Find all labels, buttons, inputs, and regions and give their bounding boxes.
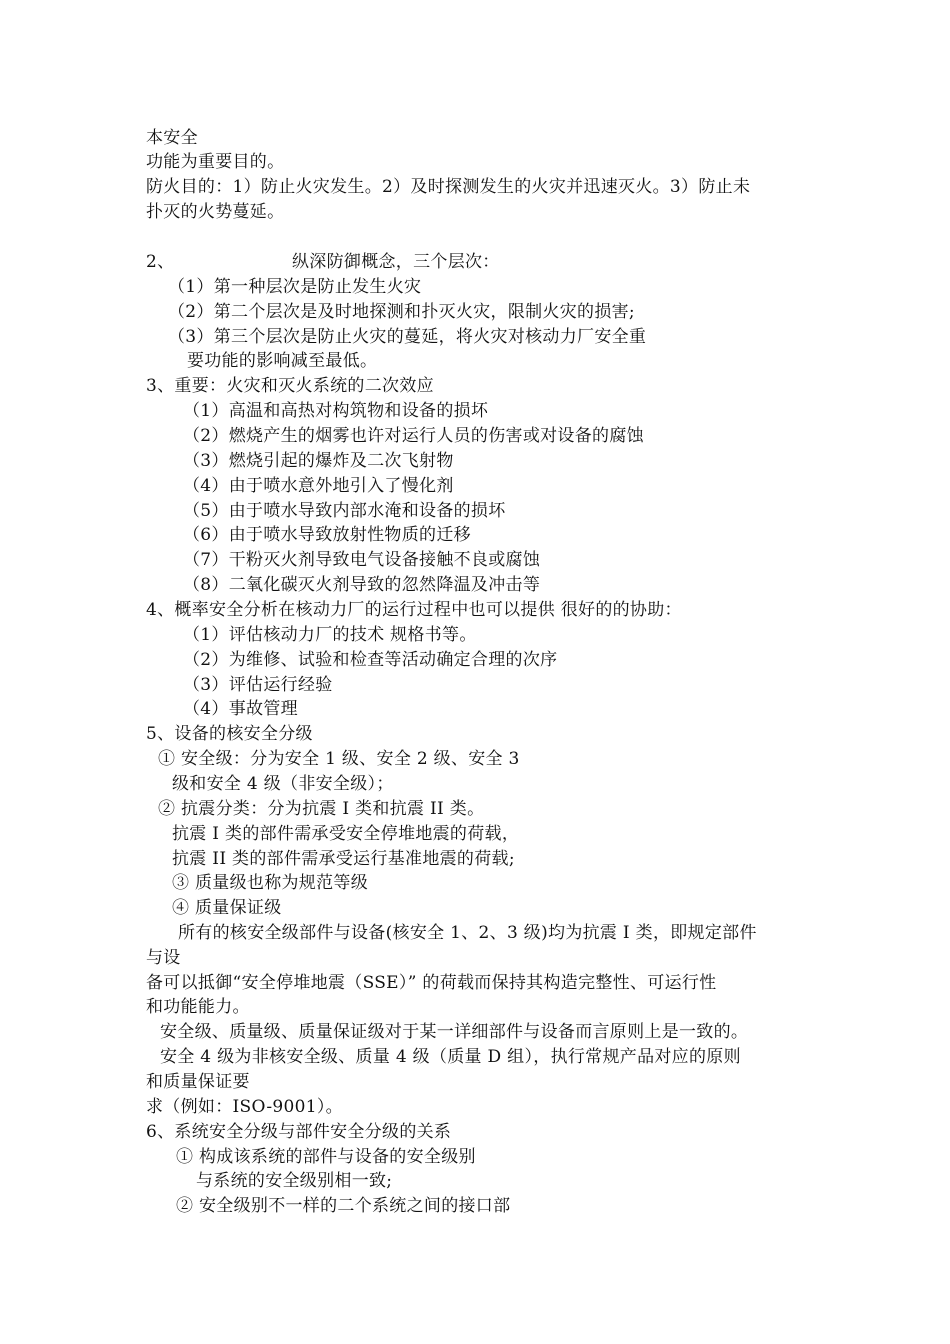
list-item: （4）由于喷水意外地引入了慢化剂 bbox=[183, 476, 454, 496]
list-item: ① 安全级：分为安全 1 级、安全 2 级、安全 3 bbox=[158, 749, 520, 769]
section-number: 2、 bbox=[146, 252, 175, 272]
list-item: （4）事故管理 bbox=[183, 699, 298, 719]
text-line: 和功能能力。 bbox=[146, 997, 250, 1017]
text-line: 抗震 I 类的部件需承受安全停堆地震的荷载， bbox=[172, 824, 520, 844]
text-line: 安全 4 级为非核安全级、质量 4 级（质量 D 组），执行常规产品对应的原则 bbox=[160, 1047, 741, 1067]
list-item: ③ 质量级也称为规范等级 bbox=[172, 873, 369, 893]
list-item: （8）二氧化碳灭火剂导致的忽然降温及冲击等 bbox=[183, 575, 541, 595]
section-heading: 5、设备的核安全分级 bbox=[146, 724, 313, 744]
text-line: 备可以抵御“安全停堆地震（SSE）” 的荷载而保持其构造完整性、可运行性 bbox=[146, 973, 717, 993]
list-item-continuation: 要功能的影响减至最低。 bbox=[187, 351, 378, 371]
list-item: （1）高温和高热对构筑物和设备的损坏 bbox=[183, 401, 489, 421]
list-item: ④ 质量保证级 bbox=[172, 898, 282, 918]
section-heading: 4、概率安全分析在核动力厂的运行过程中也可以提供 很好的的协助： bbox=[146, 600, 682, 620]
text-line: 求（例如：ISO-9001）。 bbox=[146, 1097, 343, 1117]
text-line: 所有的核安全级部件与设备(核安全 1、2、3 级)均为抗震 Ⅰ 类，即规定部件 bbox=[178, 923, 757, 943]
list-item: （7）干粉灭火剂导致电气设备接触不良或腐蚀 bbox=[183, 550, 541, 570]
list-item: （6）由于喷水导致放射性物质的迁移 bbox=[183, 525, 471, 545]
text-line: 本安全 bbox=[146, 128, 198, 148]
section-heading: 6、系统安全分级与部件安全分级的关系 bbox=[146, 1122, 452, 1142]
text-line: 纵深防御概念，三个层次： bbox=[292, 252, 500, 272]
list-item-continuation: 级和安全 4 级（非安全级）； bbox=[172, 774, 394, 794]
list-item-continuation: 与系统的安全级别相一致; bbox=[196, 1171, 393, 1191]
list-item: ① 构成该系统的部件与设备的安全级别 bbox=[176, 1147, 476, 1167]
section-heading: 3、重要：火灾和灭火系统的二次效应 bbox=[146, 376, 434, 396]
list-item: （3）第三个层次是防止火灾的蔓延，将火灾对核动力厂安全重 bbox=[168, 327, 647, 347]
list-item: （5）由于喷水导致内部水淹和设备的损坏 bbox=[183, 501, 506, 521]
text-line: 与设 bbox=[146, 948, 181, 968]
list-item: （2）燃烧产生的烟雾也许对运行人员的伤害或对设备的腐蚀 bbox=[183, 426, 644, 446]
list-item: （2）为维修、试验和检查等活动确定合理的次序 bbox=[183, 650, 558, 670]
list-item: ② 安全级别不一样的二个系统之间的接口部 bbox=[176, 1196, 511, 1216]
list-item: （3）燃烧引起的爆炸及二次飞射物 bbox=[183, 451, 454, 471]
text-line: 防火目的：1）防止火灾发生。2）及时探测发生的火灾并迅速灭火。3）防止未 bbox=[146, 177, 751, 197]
list-item: ② 抗震分类：分为抗震 I 类和抗震 II 类。 bbox=[158, 799, 485, 819]
list-item: （3）评估运行经验 bbox=[183, 675, 333, 695]
text-line: 抗震 II 类的部件需承受运行基准地震的荷载; bbox=[172, 849, 515, 869]
list-item: （1）评估核动力厂的技术 规格书等。 bbox=[183, 625, 477, 645]
text-line: 安全级、质量级、质量保证级对于某一详细部件与设备而言原则上是一致的。 bbox=[160, 1022, 749, 1042]
list-item: （1）第一种层次是防止发生火灾 bbox=[168, 277, 422, 297]
text-line: 扑灭的火势蔓延。 bbox=[146, 202, 285, 222]
text-line: 和质量保证要 bbox=[146, 1072, 250, 1092]
text-line: 功能为重要目的。 bbox=[146, 152, 285, 172]
list-item: （2）第二个层次是及时地探测和扑灭火灾，限制火灾的损害; bbox=[168, 302, 635, 322]
